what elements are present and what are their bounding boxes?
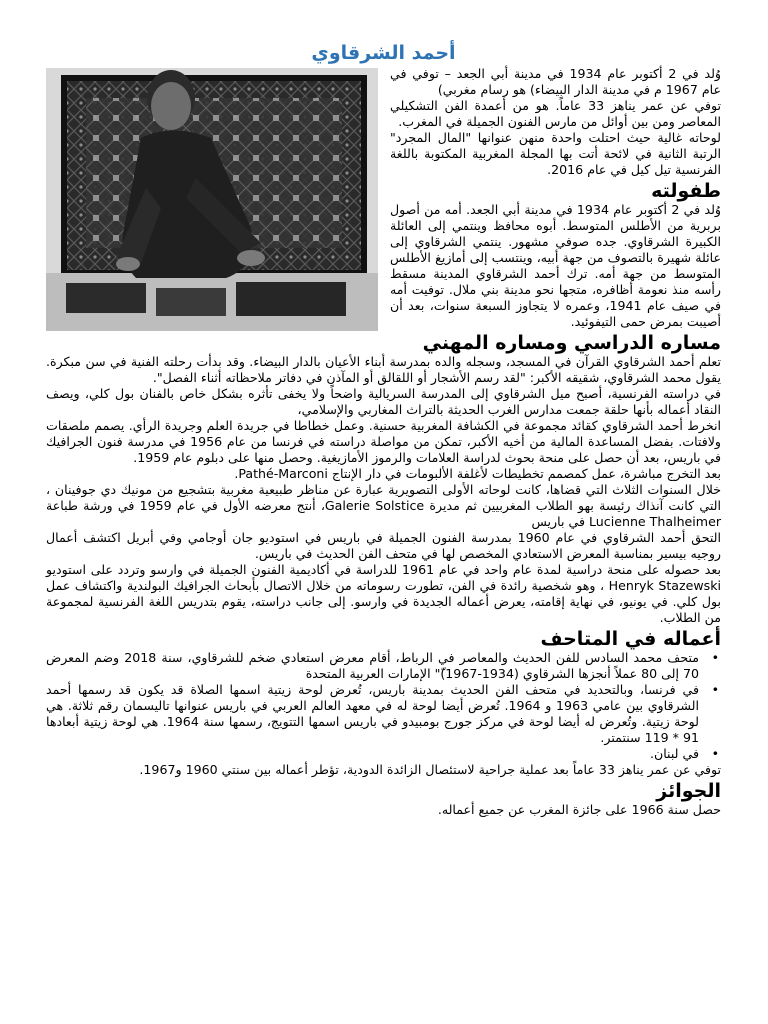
career-paragraph-2: في دراسته الفرنسية، أصبح ميل الشرقاوي إلى المدرسة السريالية واضحاً ولا يخفى تأثره بشكل خاص بالفنان بول كلي، ويصف النقاد أعماله بأنها حلقة جمعت مدارس الغرب الحديثة بالتراث المغاربي والإسلامي، (46, 386, 721, 417)
career-paragraph-3: انخرط أحمد الشرقاوي كقائد مجموعة في الكشافة المغربية حسنية. وعمل خطاطا في جريدة العلم وجريدة الرأي. يصمم ملصقات ولافتات. بفضل المساعدة المالية من أخيه الأكبر، تمكن من مواصلة دراسته في فرنسا من عام 1956 في مدرسة فنون الجرافيك في باريس، بعد أن حصل على منحة بحوث لدراسة العلامات والرموز الأمازيغية. وحصل منها على دبلوم عام 1959. (46, 418, 721, 465)
career-heading: مساره الدراسي ومساره المهني (422, 332, 721, 354)
museums-heading: أعماله في المتاحف (540, 628, 721, 650)
career-paragraph-4: بعد التخرج مباشرة، عمل كمصمم تخطيطات لأغلفة الألبومات في دار الإنتاج Pathé-Marconi. (234, 466, 721, 481)
childhood-paragraph: وُلد في 2 أكتوبر عام 1934 في مدينة أبي الجعد. أمه من أصول بربرية من الأطلس المتوسط. أبوه محافظ وينتمي إلى العائلة الكبيرة الشرقاوي. جده صوفي مشهور. ينتمي الشرقاوي إلى عائلة شهيرة بالتصوف من جهة أبيه، وينتسب إلى أمازيغ الأطلس المتوسط من جهة أمه. ترك أحمد الشرقاوي المدينة مسقط رأسه منذ نعومة أظافره، متجها نحو مدينة بني ملال. توفيت أمه في صيف عام 1941، وعمره لا يتجاوز السبعة سنوات، بعد أن أصيبت بمرض حمى التيفوئيد. (390, 202, 721, 329)
artist-portrait-photo (46, 68, 378, 331)
list-item: • في لبنان. (46, 746, 699, 762)
awards-paragraph: حصل سنة 1966 على جائزة المغرب عن جميع أعماله. (437, 802, 721, 817)
career-paragraph-7: بعد حصوله على منحة دراسية لمدة عام واحد في عام 1961 للدراسة في أكاديمية الفنون الجميلة في وارسو وتردد على استوديو Henryk Stazewski ، وهو شخصية رائدة في الفن، تطورت رسوماته من خلال الاتصال بأبحاث الجرافيك البولندية واكتشاف عمل بول كلي. في يونيو، في نهاية إقامته، يعرض أعماله الجديدة في وارسو. إلى جانب دراسته، يقوم بتدريس اللغة الفرنسية لمجموعة من الطلاب. (46, 562, 721, 625)
portrait-illustration (46, 68, 378, 331)
awards-heading: الجوائز (656, 780, 721, 802)
career-paragraph-5: خلال السنوات الثلاث التي قضاها، كانت لوحاته الأولى التصويرية عبارة عن مناظر طبيعية مغربية بتشجيع من مونيك دي جوفينان ، التي كانت آنذاك رئيسة بهو الطلاب المغربيين ثم مديرة Galerie Solstice، أنتج معرضه الأول في عام 1959 في ورشة طباعة Lucienne Thalheimer في باريس (46, 482, 721, 529)
list-item: • في فرنسا، وبالتحديد في متحف الفن الحديث بمدينة باريس، تُعرض لوحة زيتية اسمها الصلاة قد يكون قد رسمها أحمد الشرقاوي بين عامي 1963 و 1964. تُعرض أيضا لوحة له في معهد العالم العربي في باريس عنوانها تاليسمان رقم ثلاثة. هي لوحة زيتية. وتُعرض له أيضا لوحة في مركز جورج بومبيدو في باريس اسمها التتويج، رسمها سنة 1964. هي لوحة زيتية أبعادها 91 * 119 سنتمتر. (46, 682, 699, 746)
intro-paragraph-1: وُلد في 2 أكتوبر عام 1934 في مدينة أبي الجعد – توفي في عام 1967 م في مدينة الدار البيضاء) هو رسام مغربي) (390, 66, 721, 97)
intro-paragraph-3: لوحاته غالية حيث احتلت واحدة منهن عنوانها "المال المجرد" الرتبة الثانية في لائحة أتت بها المجلة المغربية المكتوبة باللغة الفرنسية تيل كيل في عام 2016. (390, 130, 721, 177)
page-title: أحمد الشرقاوي (311, 42, 456, 64)
career-paragraph-1: تعلم أحمد الشرقاوي القرآن في المسجد، وسجله والده بمدرسة أبناء الأعيان بالدار البيضاء. وقد بدأت رحلته الفنية في سن مبكرة. يقول محمد الشرقاوي، شقيقه الأكبر: "لقد رسم الأشجار أو اللقالق أو المآذن في دفاتر ملاحظاته أثناء الفصل". (46, 354, 721, 385)
intro-paragraph-2: توفي عن عمر يناهز 33 عاماً. هو من أعمدة الفن التشكيلي المعاصر ومن بين أوائل من مارس الفنون الجميلة في المغرب. (390, 98, 721, 129)
childhood-heading: طفولته (651, 180, 721, 202)
museums-closing-paragraph: توفي عن عمر يناهز 33 عاماً بعد عملية جراحية لاستئصال الزائدة الدودية، تؤطر أعماله بين سنتي 1960 و1967. (139, 762, 721, 777)
list-item: • متحف محمد السادس للفن الحديث والمعاصر في الرباط، أقام معرض استعادي ضخم للشرقاوي، سنة 2018 وضم المعرض 70 إلى 80 عملاً أنجزها الشرقاوي (1934-1967)ّ" الإمارات العربية المتحدة (46, 650, 699, 682)
career-paragraph-6: التحق أحمد الشرقاوي في عام 1960 بمدرسة الفنون الجميلة في باريس في استوديو جان أوجامي وفي أبريل اكتشف أعمال روجيه بيسير بمناسبة المعرض الاستعادي المخصص لها في متحف الفن الحديث في باريس. (46, 530, 721, 561)
museums-list (46, 650, 721, 762)
